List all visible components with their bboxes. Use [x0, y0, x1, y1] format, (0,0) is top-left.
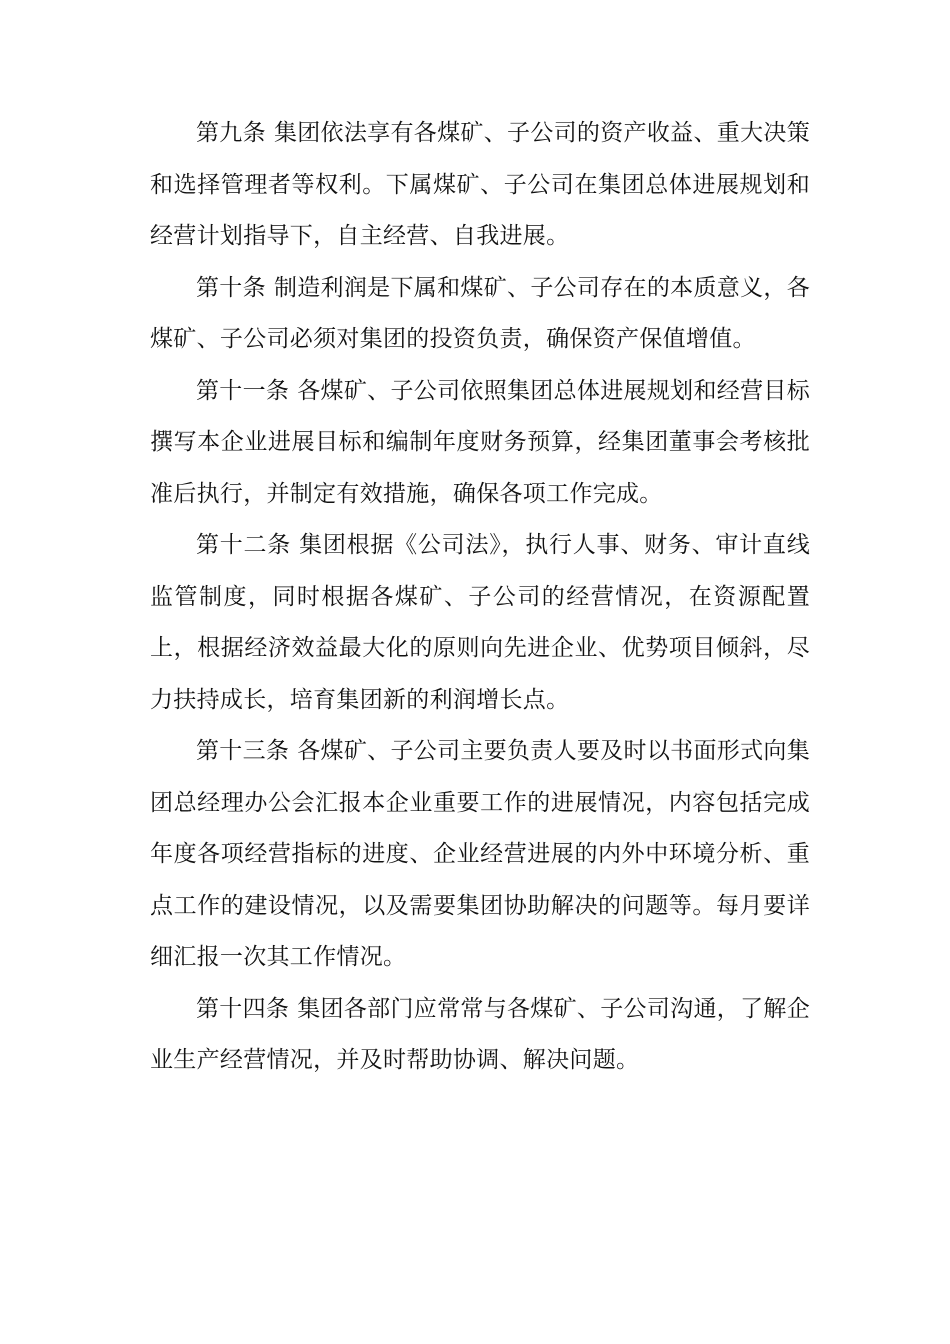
article-text: 集团依法享有各煤矿、子公司的资产收益、重大决策和选择管理者等权利。下属煤矿、子公司在集团总体进展规划和经营计划指导下，自主经营、自我进展。 — [150, 120, 811, 249]
article-number: 第十条 — [196, 274, 266, 301]
article-11 — [150, 366, 810, 521]
article-14 — [150, 984, 810, 1087]
article-number: 第十一条 — [196, 377, 290, 404]
article-number: 第十二条 — [196, 532, 292, 558]
article-9 — [150, 108, 810, 263]
article-number: 第十四条 — [196, 995, 290, 1022]
article-text: 集团各部门应常常与各煤矿、子公司沟通，了解企业生产经营情况，并及时帮助协调、解决问题。 — [150, 995, 810, 1073]
article-text: 各煤矿、子公司主要负责人要及时以书面形式向集团总经理办公会汇报本企业重要工作的进展情况，内容包括完成年度各项经营指标的进度、企业经营进展的内外中环境分析、重点工作的建设情况，以及需要集团协助解决的问题等。每月要详细汇报一次其工作情况。 — [150, 738, 810, 970]
article-12 — [150, 520, 810, 726]
article-13 — [150, 726, 810, 984]
article-number: 第九条 — [196, 120, 266, 146]
article-number: 第十三条 — [196, 738, 290, 764]
document-body — [150, 108, 810, 1087]
article-10 — [150, 263, 810, 366]
article-text: 制造利润是下属和煤矿、子公司存在的本质意义，各煤矿、子公司必须对集团的投资负责，确保资产保值增值。 — [150, 274, 811, 352]
article-text: 集团根据《公司法》，执行人事、财务、审计直线监管制度，同时根据各煤矿、子公司的经营情况，在资源配置上，根据经济效益最大化的原则向先进企业、优势项目倾斜，尽力扶持成长，培育集团新的利润增长点。 — [150, 532, 810, 713]
article-text: 各煤矿、子公司依照集团总体进展规划和经营目标撰写本企业进展目标和编制年度财务预算，经集团董事会考核批准后执行，并制定有效措施，确保各项工作完成。 — [150, 377, 810, 507]
